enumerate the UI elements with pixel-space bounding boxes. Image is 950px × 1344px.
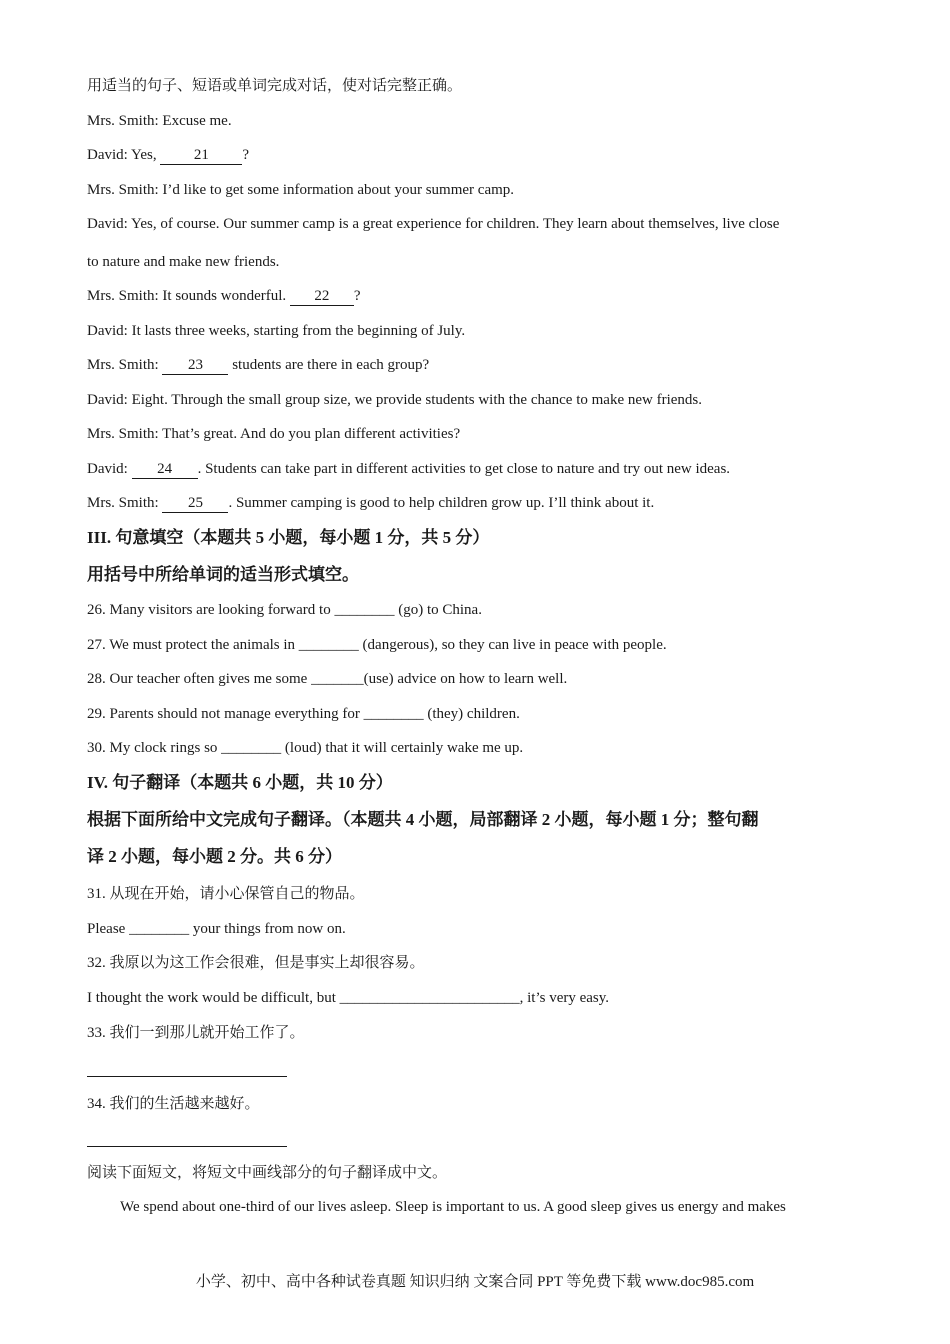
dialog-line-4b: to nature and make new friends. [87,254,280,270]
question-33: 33. 我们一到那儿就开始工作了。 [87,1025,305,1041]
dialog-line-8: David: Eight. Through the small group size, we provide students with the chance to make new friends. [87,392,702,408]
blank-24[interactable]: 24 [132,461,198,479]
dialog-line-10: David: 24 . Students can take part in different activities to get close to nature and try out new ideas. [87,461,731,477]
dialog-line-4a: David: Yes, of course. Our summer camp is a great experience for children. They learn about themselves, live close [87,216,780,232]
question-26: 26. Many visitors are looking forward to ________ (go) to China. [87,602,482,618]
dialog-line-11: Mrs. Smith: 25 . Summer camping is good to help children grow up. I’ll think about it. [87,495,655,511]
blank-23[interactable]: 23 [162,357,228,375]
blank-22[interactable]: 22 [290,288,354,306]
dialog-line-9: Mrs. Smith: That’s great. And do you plan different activities? [87,426,461,442]
dialog-line-2: David: Yes, 21 ? [87,147,250,163]
dialog-line-3: Mrs. Smith: I’d like to get some information about your summer camp. [87,182,515,198]
reading-instruction: 阅读下面短文，将短文中画线部分的句子翻译成中文。 [87,1165,448,1181]
blank-25[interactable]: 25 [162,495,228,513]
question-32-english: I thought the work would be difficult, but ________________________, it’s very easy. [87,990,610,1006]
question-32: 32. 我原以为这工作会很难，但是事实上却很容易。 [87,955,425,971]
dialog-instruction: 用适当的句子、短语或单词完成对话，使对话完整正确。 [87,78,463,94]
dialog-line-7: Mrs. Smith: 23 students are there in each group? [87,357,430,373]
section-4-instruction-a: 根据下面所给中文完成句子翻译。（本题共 4 小题，局部翻译 2 小题，每小题 1 分；整句翻 [87,810,759,829]
section-4-title: IV. 句子翻译（本题共 6 小题，共 10 分） [87,773,393,792]
question-34: 34. 我们的生活越来越好。 [87,1096,260,1112]
dialog-line-6: David: It lasts three weeks, starting from the beginning of July. [87,323,466,339]
dialog-line-1: Mrs. Smith: Excuse me. [87,113,232,129]
dialog-line-5: Mrs. Smith: It sounds wonderful. 22 ? [87,288,361,304]
question-31: 31. 从现在开始，请小心保管自己的物品。 [87,886,365,902]
blank-21[interactable]: 21 [160,147,242,165]
question-29: 29. Parents should not manage everything for ________ (they) children. [87,706,520,722]
reading-text: We spend about one-third of our lives asleep. Sleep is important to us. A good sleep gives us energy and makes [120,1199,786,1215]
answer-line-33[interactable] [87,1076,287,1077]
question-30: 30. My clock rings so ________ (loud) that it will certainly wake me up. [87,740,524,756]
section-3-instruction: 用括号中所给单词的适当形式填空。 [87,565,359,584]
question-31-english: Please ________ your things from now on. [87,921,346,937]
page-footer: 小学、初中、高中各种试卷真题 知识归纳 文案合同 PPT 等免费下载 www.doc985.com [195,1274,755,1290]
section-4-instruction-b: 译 2 小题，每小题 2 分。共 6 分） [87,847,342,866]
question-28: 28. Our teacher often gives me some _______(use) advice on how to learn well. [87,671,568,687]
answer-line-34[interactable] [87,1146,287,1147]
section-3-title: III. 句意填空（本题共 5 小题，每小题 1 分，共 5 分） [87,528,490,547]
question-27: 27. We must protect the animals in ________ (dangerous), so they can live in peace with people. [87,637,667,653]
